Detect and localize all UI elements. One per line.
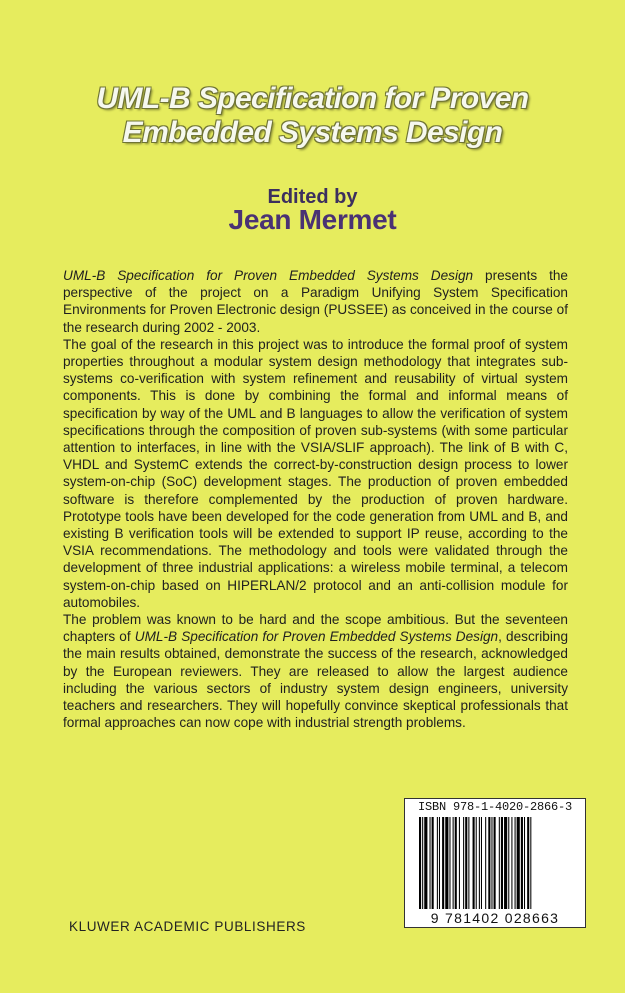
isbn-barcode-block xyxy=(404,798,586,928)
isbn-label: ISBN 978-1-4020-2866-3 xyxy=(417,800,573,814)
blurb-paragraph-3-lead: The problem was known to be hard and the scope ambitious. But the seventeen chapters of xyxy=(63,612,568,645)
book-title xyxy=(40,82,585,150)
blurb-text xyxy=(63,267,568,731)
barcode-icon xyxy=(417,817,575,909)
blurb-paragraph-2 xyxy=(63,336,568,611)
barcode-digits: 9 781402 028663 xyxy=(430,910,560,926)
blurb-paragraph-3-text: , describing the main results obtained, demonstrate the success of the research, acknowledged by the European reviewers. They are released to allow the largest audience including the various sectors of industry system design engineers, university teachers and researchers. They will hopefully convince skeptical professionals that formal approaches can now cope with industrial strength problems. xyxy=(63,629,569,731)
blurb-paragraph-1 xyxy=(63,267,568,336)
editor-name: Jean Mermet xyxy=(228,204,397,235)
book-title-line-2: Embedded Systems Design xyxy=(122,116,503,149)
blurb-paragraph-1-italic-title: UML-B Specification for Proven Embedded Systems Design xyxy=(63,268,474,283)
blurb-paragraph-3 xyxy=(63,611,568,731)
book-title-line-1: UML-B Specification for Proven xyxy=(96,82,529,115)
blurb-paragraph-1-text: presents the perspective of the project on a Paradigm Unifying System Specification Environments for Proven Electronic design (PUSSEE) as conceived in the course of the research during 2002 - 2003. xyxy=(63,268,568,335)
edited-by-label: Edited by xyxy=(267,186,358,208)
blurb-paragraph-3-italic-title: UML-B Specification for Proven Embedded Systems Design xyxy=(134,629,499,645)
publisher-name: KLUWER ACADEMIC PUBLISHERS xyxy=(69,919,306,934)
blurb-paragraph-2-text: The goal of the research in this project was to introduce the formal proof of system properties throughout a modular system design methodology that integrates sub-systems co-verification with system refinement and reusability of virtual system components. This is done by combining the formal and informal means of specification by way of the UML and B languages to allow the verification of system specifications through the composition of proven sub-systems (with some particular attention to interfaces, in line with the VSIA/SLIF approach). The link of B with C, VHDL and SystemC extends the correct-by-construction design process to lower system-on-chip (SoC) development stages. The production of proven embedded software is therefore complemented by the production of proven hardware. Prototype tools have been developed for the code generation from UML and B, and existing B verification tools will be extended to support IP reuse, according to the VSIA recommendations. The methodology and tools were validated through the development of three industrial applications: a wireless mobile terminal, a telecom system-on-chip based on HIPERLAN/2 protocol and an anti-collision module for automobiles. xyxy=(63,336,568,610)
